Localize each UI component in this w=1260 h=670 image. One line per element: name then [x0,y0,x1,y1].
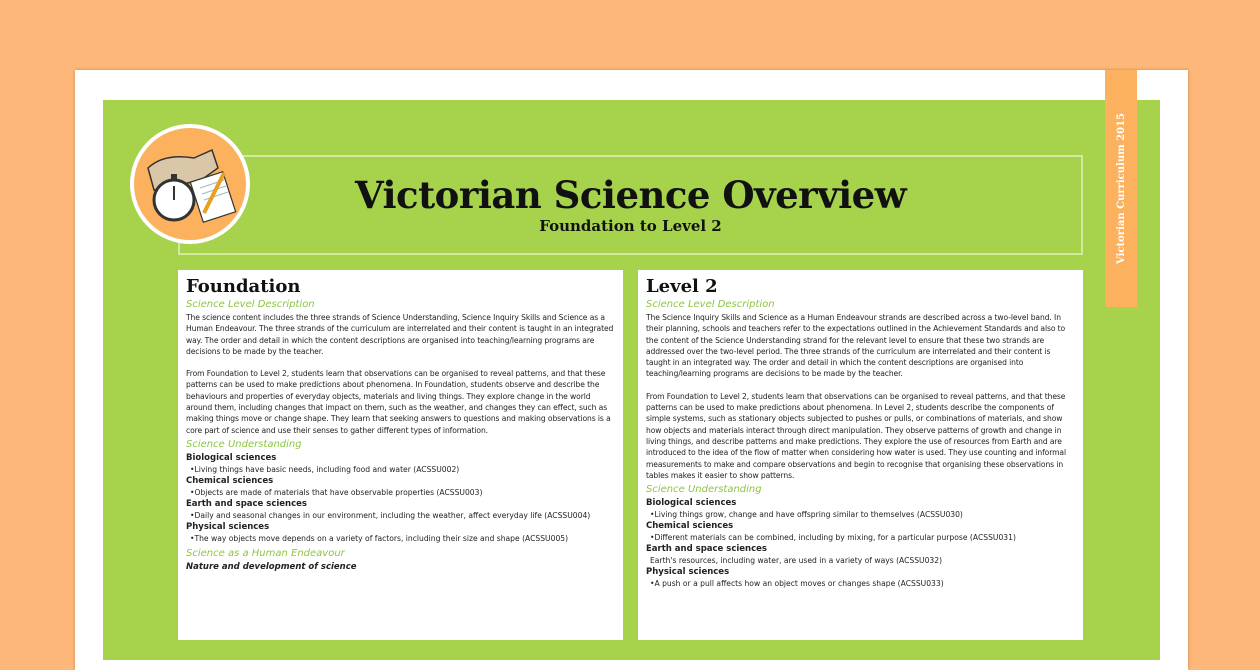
page-subtitle: Foundation to Level 2 [539,217,722,235]
section-heading: Science Level Description [186,299,315,310]
section-heading: Science as a Human Endeavour [186,547,345,559]
list-item: •Daily and seasonal changes in our environment, including the weather, affect everyday life (ACSSU004) [190,510,591,520]
list-item: •Objects are made of materials that have observable properties (ACSSU003) [190,487,483,497]
paragraph: The Science Inquiry Skills and Science as a Human Endeavour strands are described across a two-level band. In their planning, schools and teachers refer to the expectations outlined in the Achievement Standards and also to the content of the Science Understanding strand for the relevant level to ensure that these two strands are addressed over the two-level period. The three strands of the curriculum are interrelated and their content is taught in an integrated way. The order and detail in which the content descriptions are organised into teaching/learning programs are decisions to be made by the teacher. [646,313,1066,379]
section-heading: Science Understanding [646,484,762,496]
paragraph: From Foundation to Level 2, students learn that observations can be organised to reveal patterns, and that these patterns can be used to make predictions about phenomena. In Foundation, students observe and describe the behaviours and properties of everyday objects, materials and living things. They explore change in the world around them, including changes that impact on them, such as the weather, and changes they can effect, such as making things move or change shape. They learn that seeking answers to questions and making observations is a core part of science and use their senses to gather different types of information. [186,369,611,435]
side-tab-label: Victorian Curriculum 2015 [1115,113,1127,264]
column-heading: Foundation [186,276,301,297]
curriculum-side-tab [1105,70,1137,307]
list-item: •The way objects move depends on a variety of factors, including their size and shape (ACSSU005) [190,533,569,543]
category-title: Physical sciences [186,521,270,532]
page-title: Victorian Science Overview [354,173,907,217]
category-title: Biological sciences [186,452,277,463]
list-item: Earth's resources, including water, are used in a variety of ways (ACSSU032) [650,556,943,566]
title-banner [178,155,1083,255]
column-heading: Level 2 [646,276,718,297]
category-title: Chemical sciences [186,475,274,486]
foundation-column [178,270,623,640]
category-title: Biological sciences [646,498,737,509]
list-item: •Living things grow, change and have offspring similar to themselves (ACSSU030) [650,510,963,520]
section-heading: Science Understanding [186,438,302,450]
paragraph: From Foundation to Level 2, students learn that observations can be organised to reveal patterns, and that these patterns can be used to make predictions about phenomena. In Level 2, students describe the components of simple systems, such as stationary objects subjected to pushes or pulls, or combinations of materials, and show how objects and materials interact through direct manipulation. They observe patterns of growth and change in living things, and describe patterns and make predictions. They explore the use of resources from Earth and are introduced to the idea of the flow of matter when considering how water is used. They use counting and informal measurements to make and compare observations and begin to recognise that organising these observations in tables makes it easier to show patterns. [646,391,1066,480]
science-equipment-icon [130,124,250,244]
category-title: Physical sciences [646,567,730,578]
level-2-column [638,270,1083,640]
list-item: •A push or a pull affects how an object moves or changes shape (ACSSU033) [650,579,944,589]
category-title: Chemical sciences [646,521,734,532]
category-title: Earth and space sciences [646,544,767,555]
list-item: •Living things have basic needs, including food and water (ACSSU002) [190,464,460,474]
category-title: Nature and development of science [186,561,357,572]
section-heading: Science Level Description [646,299,775,310]
paragraph: The science content includes the three strands of Science Understanding, Science Inquiry Skills and Science as a Human Endeavour. The three strands of the curriculum are interrelated and their content is taught in an integrated way. The order and detail in which the content descriptions are organised into teaching/learning programs are decisions to be made by the teacher. [186,313,614,356]
category-title: Earth and space sciences [186,498,307,509]
list-item: •Different materials can be combined, including by mixing, for a particular purpose (ACSSU031) [650,533,1016,543]
